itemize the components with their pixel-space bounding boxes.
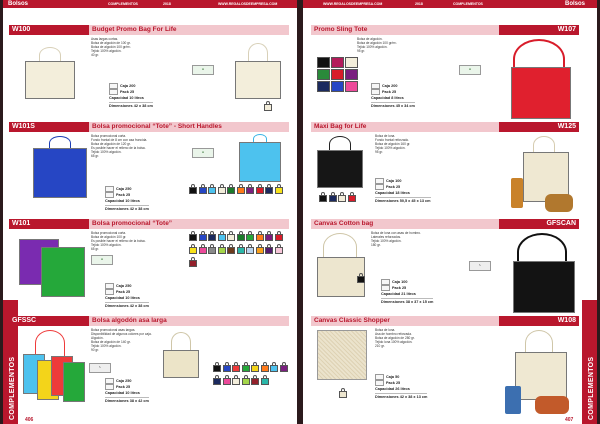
color-swatch [275,231,283,243]
color-swatch [246,231,254,243]
right-page [303,0,597,424]
color-swatch [264,101,272,113]
color-swatch [265,244,273,256]
color-swatch [256,244,264,256]
product-features: Bolsa de lona con asas de hombro. Laterales reforzados. Tejido 100% algodón. 180 gr. [371,231,421,247]
product-specs: Caja 50 Pack 25 Capacidad 26 litros Dimensiones 42 x 38 x 13 cm [375,375,428,399]
color-swatch [218,231,226,243]
box-icon [105,283,114,289]
product-photo [505,330,577,416]
color-swatches [357,273,377,286]
color-swatch [261,362,269,374]
left-side-label: COMPLEMENTOS [9,356,16,420]
product-title: Promo Sling Tote [311,25,499,35]
color-swatches [264,101,274,114]
color-swatch [232,375,240,387]
color-swatch [227,231,235,243]
product-w101s [9,122,289,224]
pack-icon [375,184,384,190]
product-specs: Caja 200 Pack 25 Capacidad 8 litros Dimensiones 45 x 34 cm [371,84,415,108]
color-swatch [265,184,273,196]
color-swatch [208,184,216,196]
color-swatch [208,244,216,256]
eco-logo-icon: ♻ [192,65,214,75]
product-code: W100 [9,25,89,35]
color-swatch [317,69,330,80]
color-swatch [265,231,273,243]
color-swatch [338,192,346,204]
color-swatch [357,273,365,285]
product-photo [23,330,89,416]
right-header-bar [303,0,597,8]
product-specs: Caja 100 Pack 25 Capacidad 18 litros Dimensiones 50,5 x 45 x 13 cm [375,179,431,203]
product-features: Bolsa de lona. Fondo frontal reforzado. Bolsa de algodón 160 gr. Tejido 100% algodón. 95 gr. [375,134,411,154]
eco-logo-icon: ♻ [192,148,214,158]
color-swatch [227,244,235,256]
product-code: W101 [9,219,89,229]
color-swatch [256,231,264,243]
product-specs: Caja 250 Pack 25 Capacidad 10 litros Dimensiones 38 x 42 cm [105,379,149,403]
box-icon [375,178,384,184]
color-swatch [256,184,264,196]
pack-icon [105,192,114,198]
color-swatches [339,388,359,401]
color-swatch [189,184,197,196]
color-swatch [237,184,245,196]
color-swatch [331,69,344,80]
color-swatch [329,192,337,204]
color-swatch [199,184,207,196]
product-gfssc [9,316,289,418]
product-features: Bolsa de algodón. Bolsa de algodón 100 gr/m². Tejido 100% algodón. 95 gr. [357,37,398,53]
product-code: W107 [499,25,579,35]
color-swatch [317,81,330,92]
product-features: Bolsa promocional corta. Fondo frontal de 8 cm con asa fruncida. Bolsa de algodón de 120 gr. Es posible hacer el relleno de la bolsa. Tejido 100% algodón. 65 gr. [91,134,148,158]
eco-logo-icon: ♻ [91,255,113,265]
box-icon [109,83,118,89]
color-swatch [280,362,288,374]
product-specs: Caja 100 Pack 25 Capacidad 21 litros Dimensiones 38 x 37 x 15 cm [381,280,434,304]
right-header-center: 2018 [415,2,423,6]
color-swatch [319,192,327,204]
color-swatch [275,184,283,196]
product-w125 [311,122,591,224]
color-swatch [208,231,216,243]
product-gfscan [311,219,591,321]
product-code: W108 [499,316,579,326]
color-swatch [270,362,278,374]
left-header-center: 2018 [163,2,171,6]
product-title: Budget Promo Bag For Life [89,25,289,35]
product-code: GFSSC [9,316,89,326]
product-photo [19,235,89,297]
pack-icon [105,384,114,390]
right-page-number: 407 [565,417,574,423]
color-swatch [213,375,221,387]
product-specs: Caja 250 Pack 25 Capacidad 10 litros Dimensiones 42 x 38 cm [105,284,149,308]
product-photo-alt [239,134,281,182]
product-features: Bolsa promocional corta. Bolsa de algodón 100 gr. Es posible hacer el relleno de la bolsa. Tejido 100% algodón. 65 gr. [91,231,146,251]
product-w107 [311,25,591,127]
brand-logo-icon: ✎ [469,261,491,271]
box-icon [105,378,114,384]
color-swatch [223,362,231,374]
color-swatch [345,69,358,80]
product-title: Bolsa promocional “Tote” [89,219,289,229]
left-page-number: 406 [25,417,34,423]
right-header-right: COMPLEMENTOS [453,2,483,6]
product-w100 [9,25,289,127]
pack-icon [109,89,118,95]
color-swatch [251,362,259,374]
fabric-texture-photo [317,330,367,380]
product-photo [317,233,365,297]
color-swatch [345,81,358,92]
product-title: Maxi Bag for Life [311,122,499,132]
left-section-title: Bolsos [8,1,29,7]
brand-logo-icon: ✎ [89,363,111,373]
color-swatch [199,244,207,256]
color-swatch [246,244,254,256]
color-swatch [189,244,197,256]
left-page [3,0,297,424]
color-swatch [261,375,269,387]
color-swatch [223,375,231,387]
color-swatch [345,57,358,68]
color-swatches [213,362,289,388]
box-icon [371,83,380,89]
product-code: W101S [9,122,89,132]
box-icon [381,279,390,285]
product-code: W125 [499,122,579,132]
box-icon [375,374,384,380]
color-swatches [189,231,289,270]
product-photo [511,233,579,315]
color-swatch [227,184,235,196]
color-swatch [199,231,207,243]
color-swatch [317,57,330,68]
color-swatch [242,362,250,374]
color-swatch [348,192,356,204]
color-swatch [232,362,240,374]
product-title: Canvas Classic Shopper [311,316,499,326]
product-photo [33,136,87,198]
product-features: Asas largas cortas. Bolsa de algodón de 100 gr. Bolsa de algodón 100 gr/m². Tejido 100% algodón. 40 gr. [91,37,132,57]
product-features: Bolsa promocional asas largas. Disponibilidad de algunos colores por caja. Algodón. Bolsa de algodón de 140 gr. Tejido 100% algodón. 90 gr. [91,328,152,352]
color-swatch [189,231,197,243]
product-photo-alt [163,332,199,378]
product-specs: Caja 250 Pack 25 Capacidad 10 litros Dimensiones 42 x 38 cm [105,187,149,211]
color-swatch [213,362,221,374]
color-swatches [189,184,289,197]
color-swatch [218,244,226,256]
color-swatches [317,57,359,93]
product-title: Canvas Cotton bag [311,219,499,229]
product-photo [25,47,75,99]
product-photo [317,136,363,190]
pack-icon [381,285,390,291]
product-specs: Caja 200 Pack 25 Capacidad 10 litros Dimensiones 42 x 38 cm [109,84,153,108]
right-header-left: WWW.REGALOSDEEMPRESA.COM [323,2,383,6]
product-code: GFSCAN [499,219,579,229]
product-w101 [9,219,289,321]
color-swatch [218,184,226,196]
right-side-label: COMPLEMENTOS [588,356,595,420]
product-title: Bolsa algodón asa larga [89,316,289,326]
color-swatch [339,388,347,400]
product-title: Bolsa promocional “Tote” - Short Handles [89,122,289,132]
color-swatch [246,184,254,196]
color-swatch [242,375,250,387]
product-w108 [311,316,591,418]
color-swatch [331,57,344,68]
eco-logo-icon: ♻ [459,65,481,75]
pack-icon [375,380,384,386]
product-photo [509,136,583,216]
color-swatches [319,192,379,205]
product-photo [507,39,579,121]
color-swatch [251,375,259,387]
product-photo-alt [235,43,281,99]
box-icon [105,186,114,192]
product-features: Bolsa de lona. Asa de hombro reforzada. Bolsa de algodón de 280 gr. Tejido lona 100% algodón. 210 gr. [375,328,415,348]
pack-icon [105,289,114,295]
left-header-right: WWW.REGALOSDEEMPRESA.COM [218,2,278,6]
color-swatch [189,257,197,269]
color-swatch [237,244,245,256]
left-header-bar [3,0,297,8]
color-swatch [275,244,283,256]
color-swatch [331,81,344,92]
color-swatch [237,231,245,243]
pack-icon [371,89,380,95]
left-header-left: COMPLEMENTOS [108,2,138,6]
right-section-title: Bolsos [565,1,586,7]
